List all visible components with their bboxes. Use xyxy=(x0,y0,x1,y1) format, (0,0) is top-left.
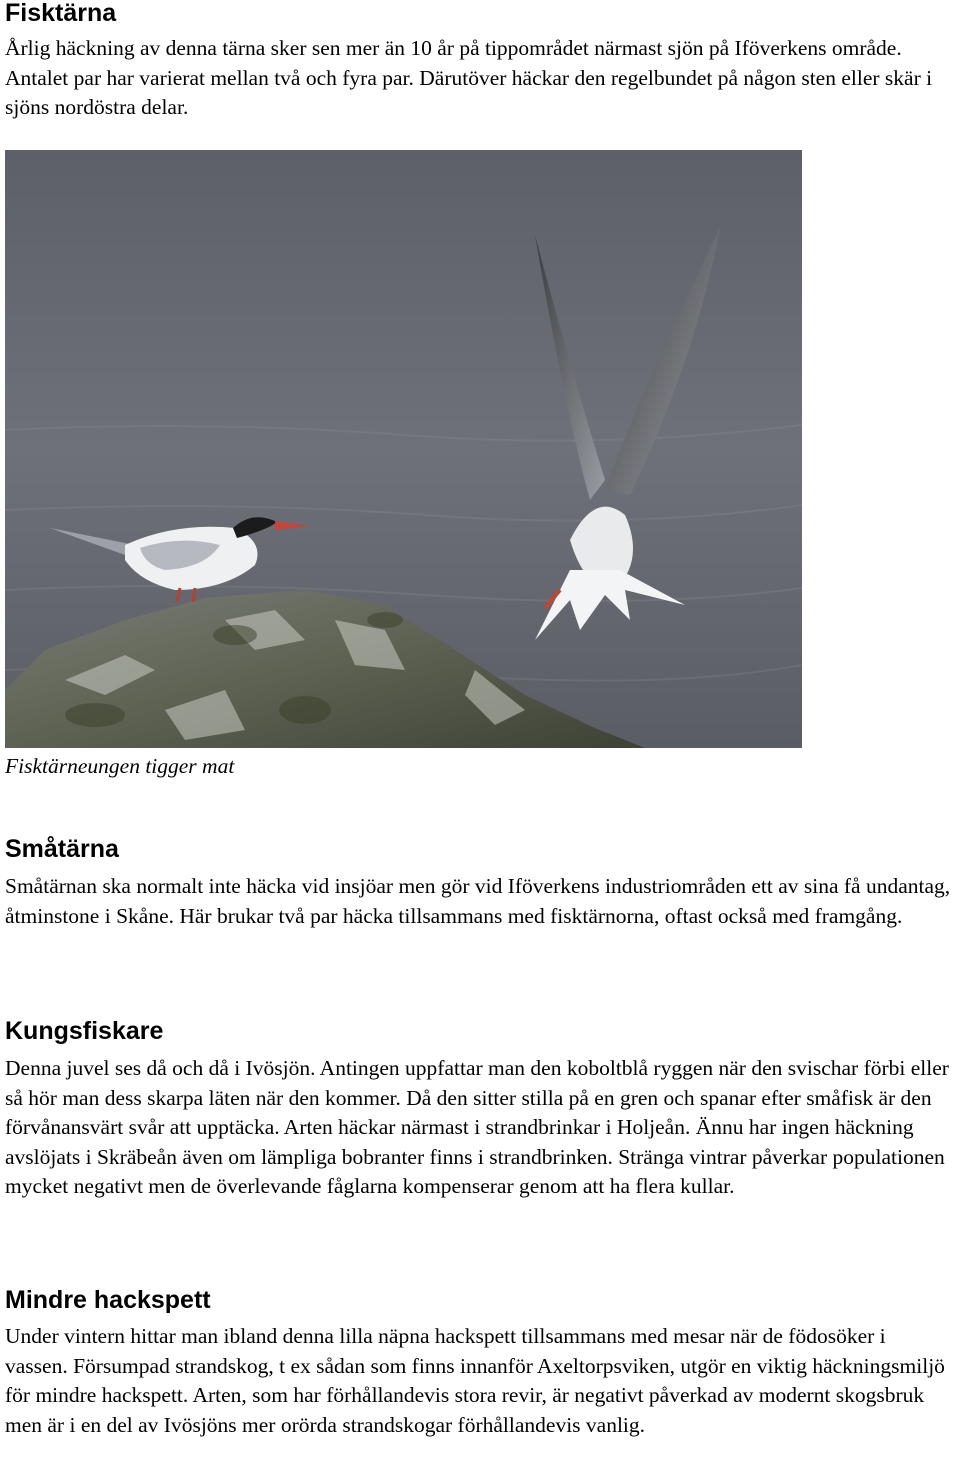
section-heading-fisktarna: Fisktärna xyxy=(5,0,117,27)
section-text-mindre-hackspett: Under vintern hittar man ibland denna lilla näpna hackspett tillsammans med mesar när de födosöker i vassen. Försumpad strandskog, t ex sådan som finns innanför Axeltorpsviken, utgör en viktig häckningsmiljö för mindre hackspett. Arten, som har förhållandevis stora revir, är negativt påverkad av modernt skogsbruk men är i en del av Ivösjöns mer orörda strandskogar förhållandevis vanlig. xyxy=(5,1324,945,1437)
section-heading-smatarna: Småtärna xyxy=(5,835,119,863)
section-heading-kungsfiskare: Kungsfiskare xyxy=(5,1017,164,1045)
section-text-kungsfiskare: Denna juvel ses då och då i Ivösjön. Antingen uppfattar man den koboltblå ryggen när den svischar förbi eller så hör man dess skarpa läten när den kommer. Då den sitter stilla på en gren och spanar efter småfisk är den förvånansvärt svår att upptäcka. Arten häckar närmast i strandbrinkar i Holjeån. Ännu har ingen häckning avslöjats i Skräbeån även om lämpliga bobranter finns i strandbrinken. Stränga vintrar påverkar populationen mycket negativt men de överlevande fåglarna kompenserar genom att ha flera kullar. xyxy=(5,1056,949,1198)
section-heading-mindre-hackspett: Mindre hackspett xyxy=(5,1286,211,1314)
section-text-fisktarna: Årlig häckning av denna tärna sker sen mer än 10 år på tippområdet närmast sjön på Iföverkens område. Antalet par har varierat mellan två och fyra par. Därutöver häckar den regelbundet på någon sten eller skär i sjöns nordöstra delar. xyxy=(5,36,933,119)
section-text-smatarna: Småtärnan ska normalt inte häcka vid insjöar men gör vid Iföverkens industriområden ett av sina få undantag, åtminstone i Skåne. Här brukar två par häcka tillsammans med fisktärnorna, oftast också med framgång. xyxy=(5,874,951,928)
tern-photo xyxy=(5,150,802,748)
photo-caption: Fisktärneungen tigger mat xyxy=(5,754,235,778)
